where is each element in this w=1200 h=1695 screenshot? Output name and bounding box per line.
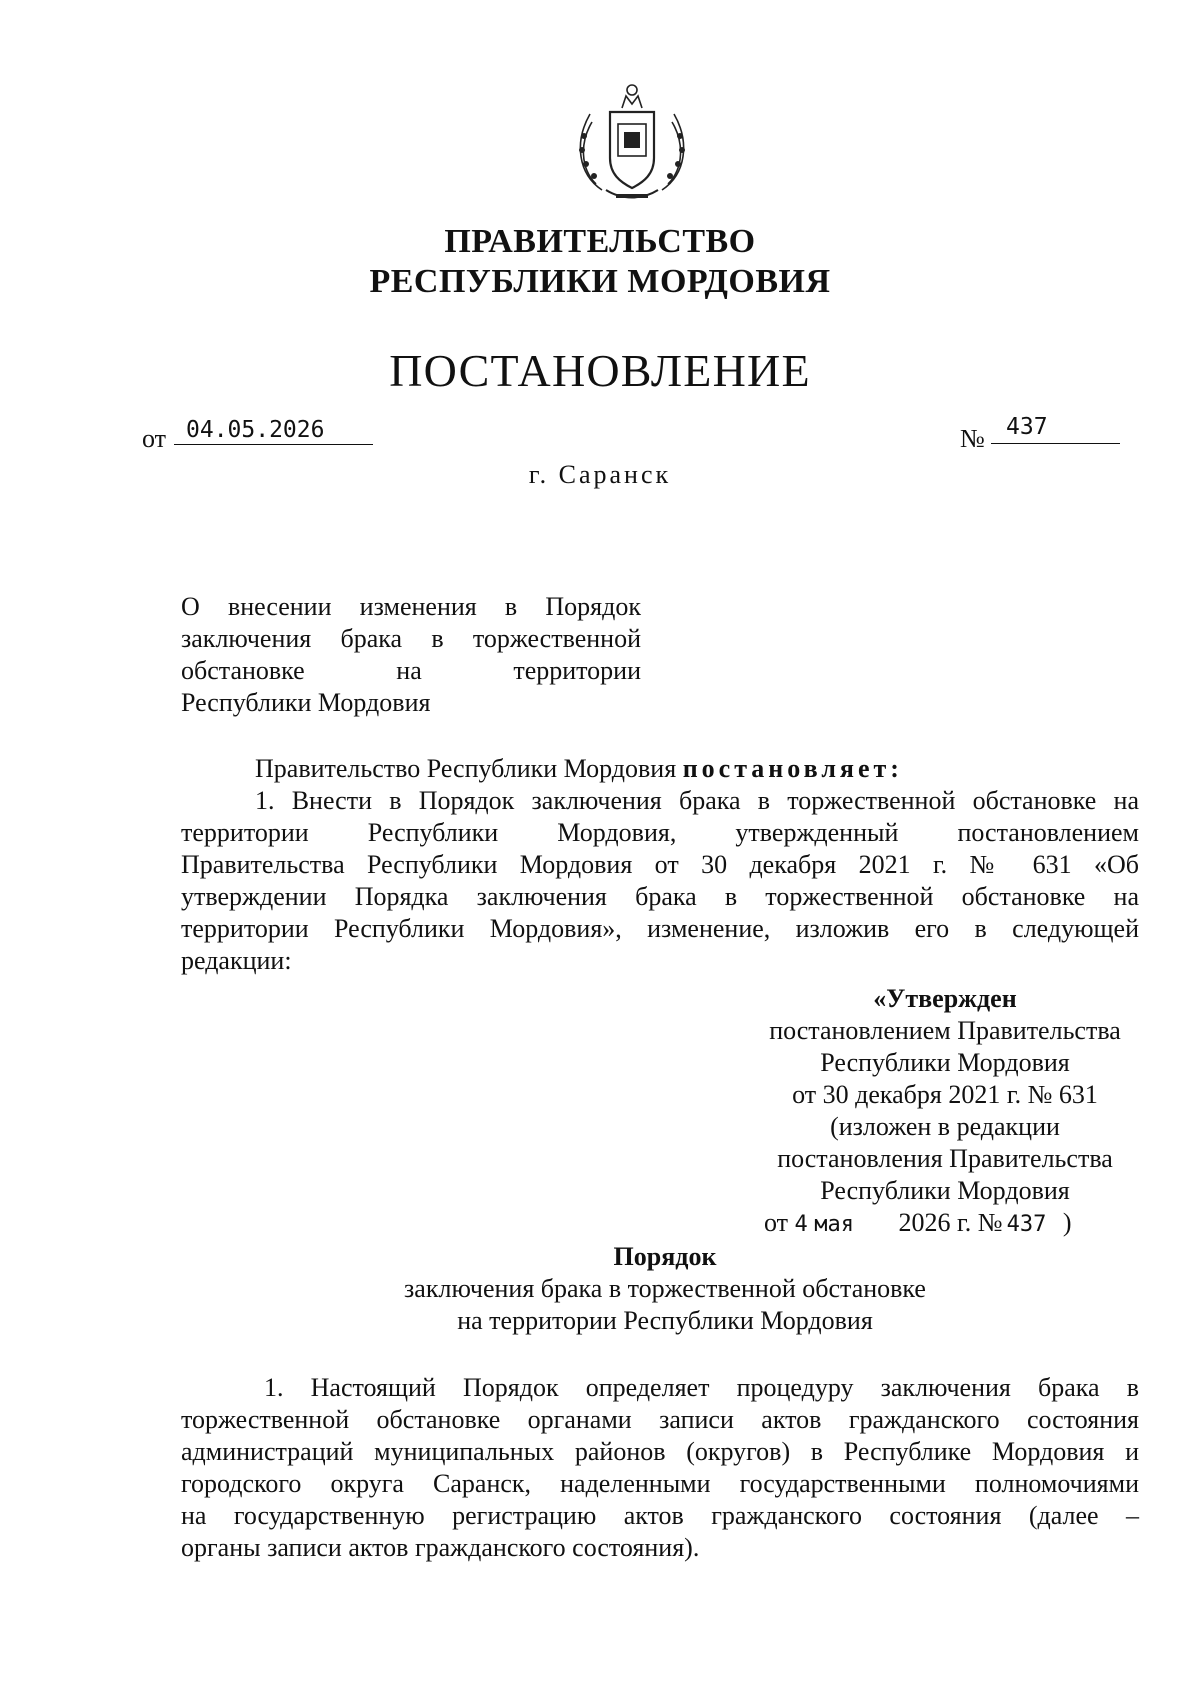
date-underline (174, 444, 373, 445)
order-title: Порядок (613, 1242, 717, 1271)
item1-line: территории Республики Мордовия, утвержденный постановлением (181, 818, 1139, 847)
paragraph-line: торжественной обстановке органами записи актов гражданского состояния (181, 1405, 1139, 1434)
approval-line: Республики Мордовия (820, 1048, 1070, 1077)
approval-year: 2026 г. № (898, 1208, 1003, 1237)
resolution-intro (181, 753, 1139, 785)
item1-line: редакции: (181, 946, 292, 975)
order-subtitle-line1: заключения брака в торжественной обстановке (404, 1274, 926, 1303)
number-underline (991, 443, 1120, 444)
paragraph-line: администраций муниципальных районов (округов) в Республике Мордовия и (181, 1437, 1139, 1466)
subject-line: Республики Мордовия (181, 688, 431, 717)
approval-line: Республики Мордовия (820, 1176, 1070, 1205)
approval-date-line (740, 1207, 1150, 1241)
government-name-line2: РЕСПУБЛИКИ МОРДОВИЯ (369, 263, 831, 300)
approval-line: (изложен в редакции (830, 1112, 1060, 1141)
item1-line: Правительства Республики Мордовия от 30 декабря 2021 г. № 631 «Об (181, 850, 1139, 879)
city-name: г. Саранск (528, 460, 672, 489)
subject-line: заключения брака в торжественной (181, 624, 641, 653)
number-value: 437 (1006, 414, 1048, 440)
paragraph-line: городского округа Саранск, наделенными государственными полномочиями (181, 1469, 1139, 1498)
approval-line: от 30 декабря 2021 г. № 631 (792, 1080, 1098, 1109)
approval-stamp-block (740, 983, 1150, 1241)
order-paragraph-1 (181, 1372, 1139, 1564)
approval-line: постановления Правительства (777, 1144, 1113, 1173)
approval-close: ) (1062, 1208, 1072, 1237)
subject-line: обстановке на территории (181, 656, 641, 685)
order-title-block (0, 1241, 1200, 1337)
document-body (181, 753, 1139, 977)
approval-month: мая (814, 1212, 855, 1237)
document-type: ПОСТАНОВЛЕНИЕ (389, 345, 811, 396)
order-subtitle-line2: на территории Республики Мордовия (457, 1306, 873, 1335)
resolution-intro-text: Правительство Республики Мордовия (255, 754, 677, 783)
government-name (0, 222, 1200, 302)
item1-line: 1. Внести в Порядок заключения брака в торжественной обстановке на (255, 786, 1139, 815)
number-prefix: № (960, 424, 985, 453)
approval-title: «Утвержден (873, 984, 1017, 1013)
paragraph-line: 1. Настоящий Порядок определяет процедуру заключения брака в (264, 1373, 1139, 1402)
document-subject (181, 591, 641, 719)
paragraph-line: на государственную регистрацию актов гражданского состояния (далее – (181, 1501, 1139, 1530)
approval-number: 437 (1006, 1212, 1047, 1237)
date-value: 04.05.2026 (186, 417, 325, 443)
resolution-verb: постановляет: (682, 754, 903, 783)
approval-day: 4 (794, 1212, 808, 1237)
paragraph-line: органы записи актов гражданского состояния). (181, 1533, 700, 1562)
subject-line: О внесении изменения в Порядок (181, 592, 641, 621)
government-name-line1: ПРАВИТЕЛЬСТВО (444, 223, 756, 260)
item1-line: утверждении Порядка заключения брака в торжественной обстановке на (181, 882, 1139, 911)
coat-of-arms-emblem (572, 78, 692, 206)
date-prefix: от (142, 424, 167, 453)
approval-date-prefix: от (764, 1208, 789, 1237)
approval-line: постановлением Правительства (769, 1016, 1121, 1045)
item1-line: территории Республики Мордовия», изменение, изложив его в следующей (181, 914, 1139, 943)
